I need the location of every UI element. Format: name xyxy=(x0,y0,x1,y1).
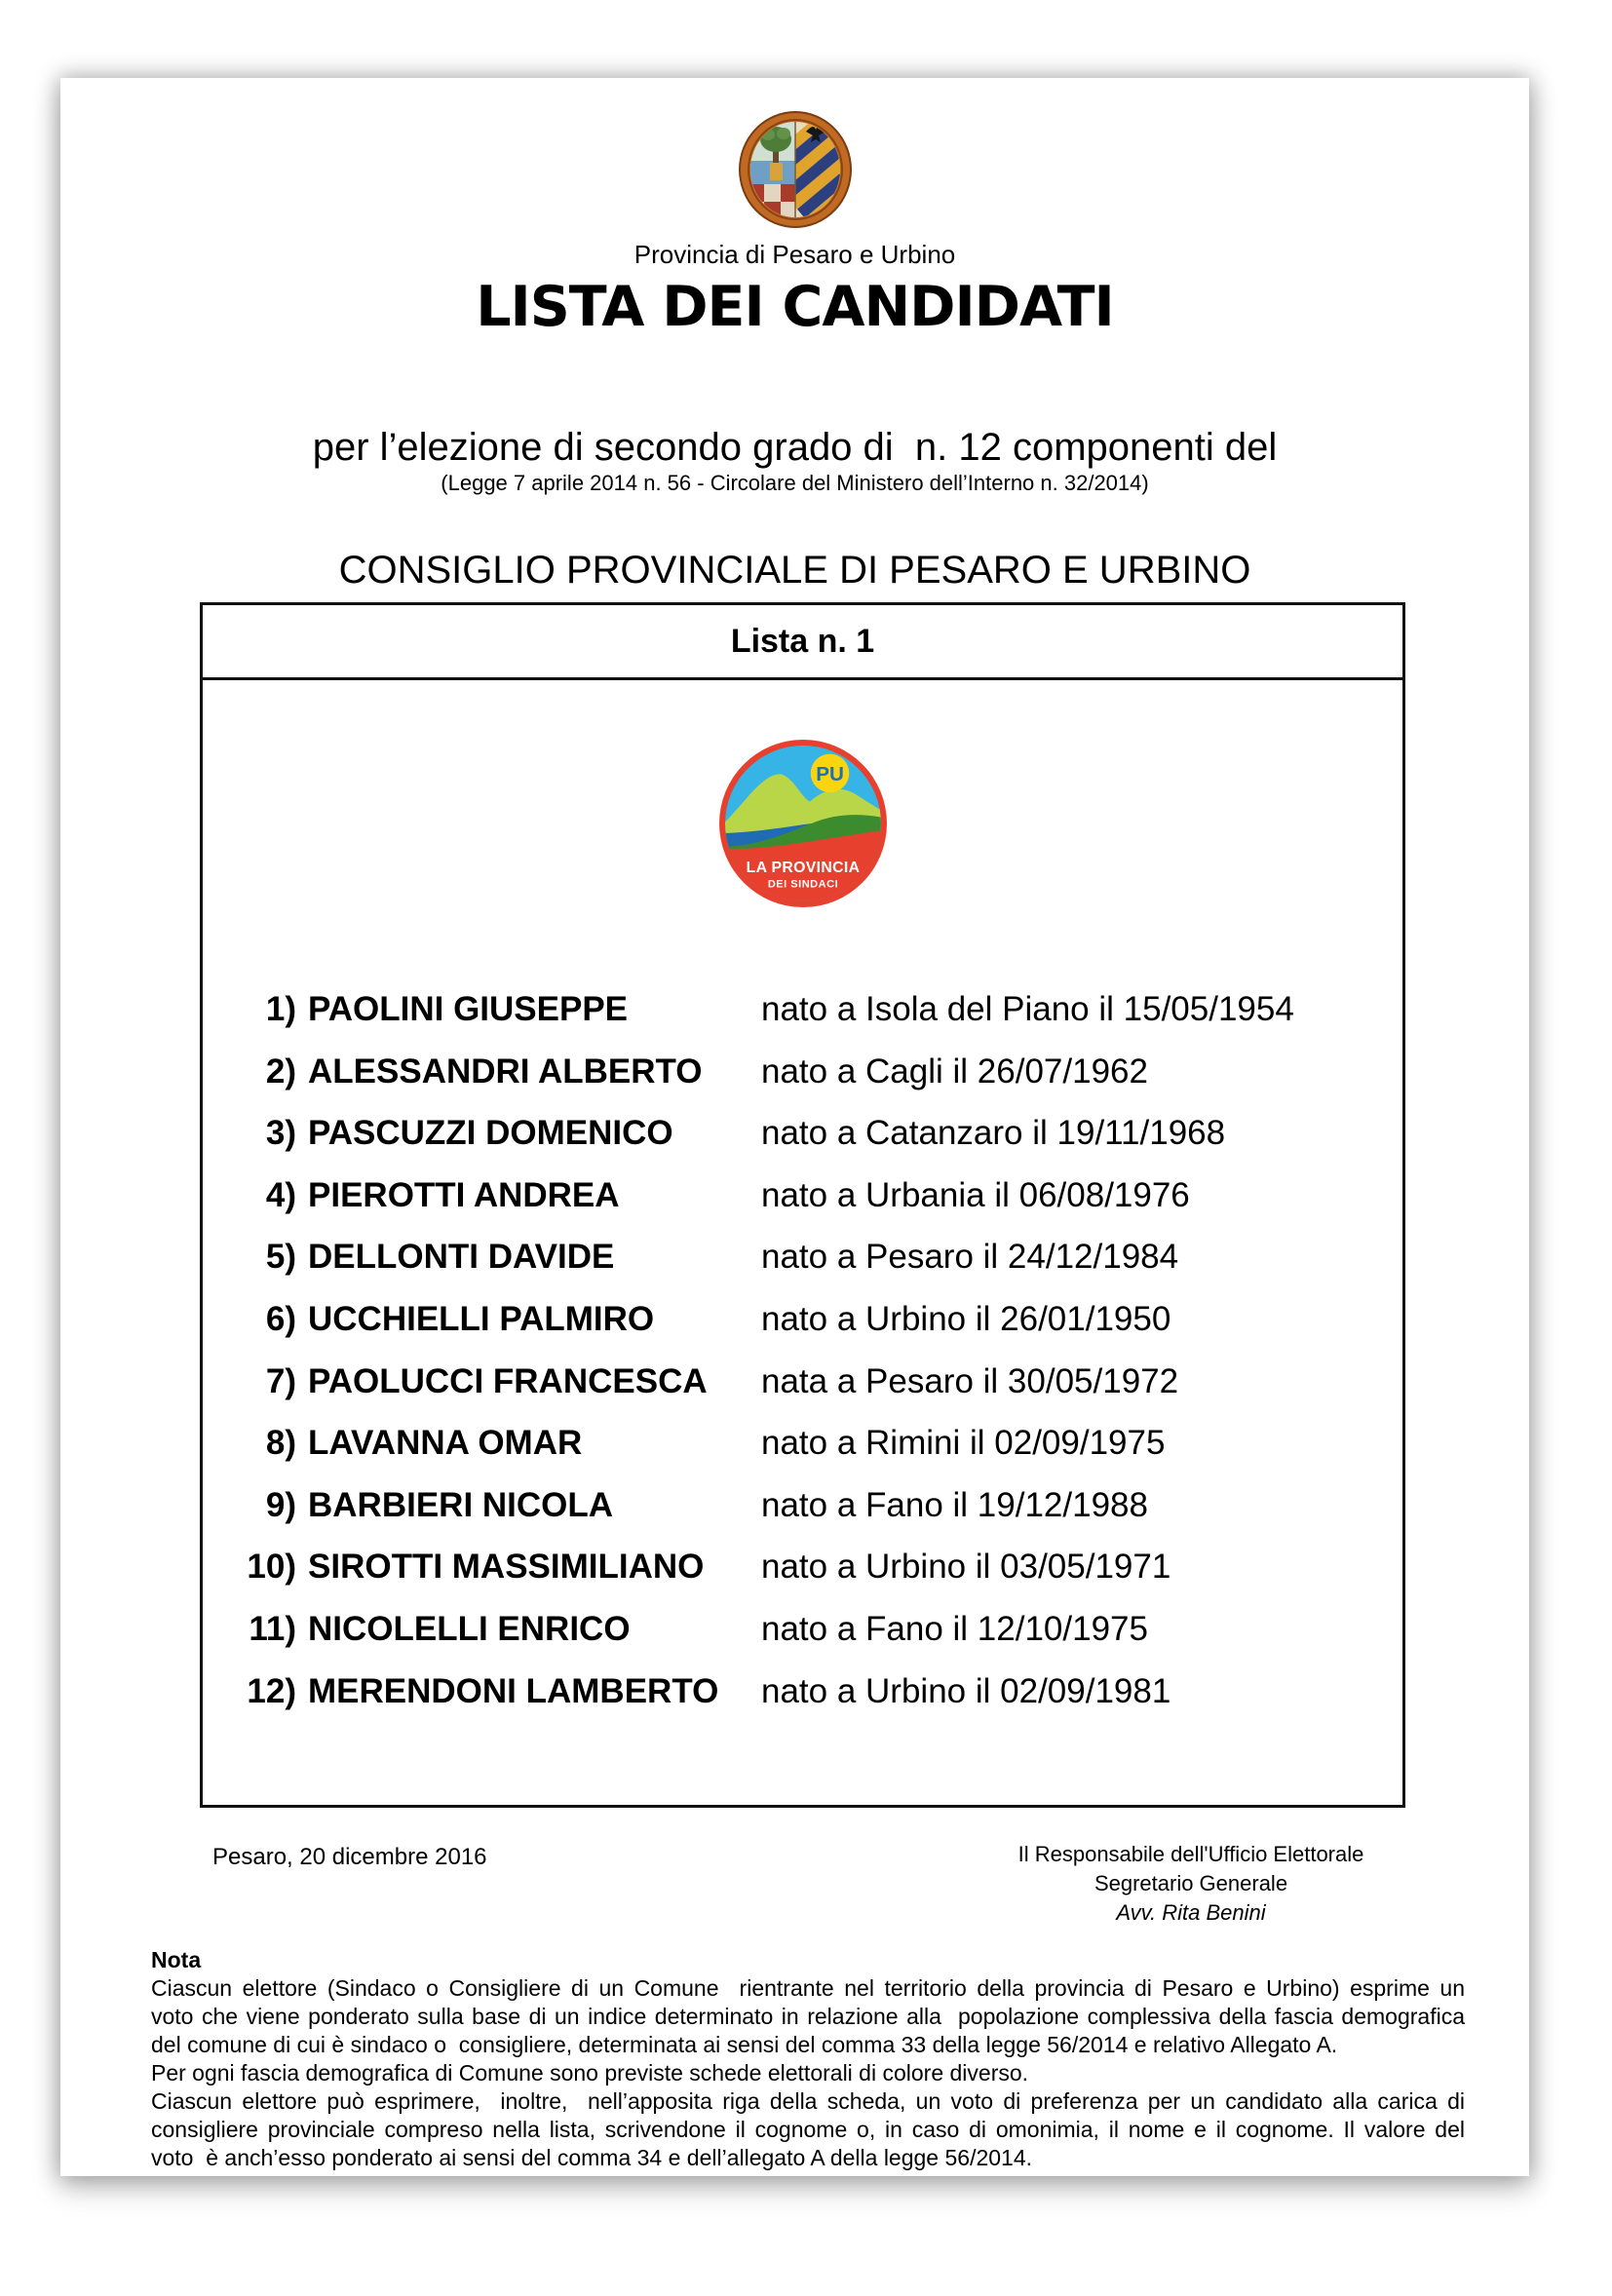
party-name-line2: DEI SINDACI xyxy=(767,878,838,891)
candidate-number: 7) xyxy=(265,1361,296,1400)
signature-role: Il Responsabile dell'Ufficio Elettorale xyxy=(1017,1842,1364,1866)
candidate-row xyxy=(203,1177,1402,1240)
place-date: Pesaro, 20 dicembre 2016 xyxy=(212,1844,487,1870)
subtitle-line-2: CONSIGLIO PROVINCIALE DI PESARO E URBINO xyxy=(338,549,1251,592)
nota-section xyxy=(151,1946,1465,2172)
page-title: LISTA DEI CANDIDATI xyxy=(476,275,1114,339)
law-reference: (Legge 7 aprile 2014 n. 56 - Circolare del Ministero dell’Interno n. 32/2014) xyxy=(441,471,1149,495)
candidate-name: DELLONTI DAVIDE xyxy=(308,1238,615,1277)
candidate-row xyxy=(203,1425,1402,1487)
candidate-name: PAOLUCCI FRANCESCA xyxy=(308,1361,708,1400)
nota-line: Ciascun elettore (Sindaco o Consigliere di un Comune rientrante nel territorio della provincia di Pesaro e Urbino) esprime un xyxy=(151,1975,1465,2001)
signature-name: Avv. Rita Benini xyxy=(1116,1900,1266,1925)
candidate-number: 10) xyxy=(247,1548,296,1587)
nota-line: consigliere provinciale compreso nella lista, scrivendone il cognome o, in caso di omonimia, il nome e il cognome. Il valore del xyxy=(151,2117,1465,2142)
nota-line: Per ogni fascia demografica di Comune sono previste schede elettorali di colore diverso. xyxy=(151,2060,1029,2086)
lista-box xyxy=(200,602,1405,1808)
authority-label: Provincia di Pesaro e Urbino xyxy=(633,240,956,269)
document-page xyxy=(60,78,1529,2176)
candidate-number: 8) xyxy=(265,1424,296,1463)
candidate-name: PASCUZZI DOMENICO xyxy=(308,1114,673,1153)
candidate-row xyxy=(203,1487,1402,1550)
candidate-name: LAVANNA OMAR xyxy=(308,1424,583,1463)
lista-header: Lista n. 1 xyxy=(203,605,1402,680)
candidate-row xyxy=(203,1549,1402,1611)
candidate-birth: nato a Urbino il 02/09/1981 xyxy=(761,1671,1171,1710)
nota-line: voto che viene ponderato sulla base di un indice determinato in relazione alla popolazione complessiva della fascia demografica xyxy=(151,2004,1465,2029)
candidate-row xyxy=(203,1053,1402,1116)
pu-badge-label: PU xyxy=(815,763,844,786)
candidate-number: 9) xyxy=(265,1485,296,1524)
candidate-number: 1) xyxy=(265,990,296,1028)
candidate-name: SIROTTI MASSIMILIANO xyxy=(308,1548,705,1587)
candidate-name: ALESSANDRI ALBERTO xyxy=(308,1052,703,1091)
candidate-birth: nato a Rimini il 02/09/1975 xyxy=(761,1424,1166,1463)
subtitle-line-1: per l’elezione di secondo grado di n. 12 componenti del xyxy=(312,426,1278,469)
candidate-name: PIEROTTI ANDREA xyxy=(308,1175,620,1214)
candidate-number: 4) xyxy=(265,1175,296,1214)
signature-title: Segretario Generale xyxy=(1094,1871,1288,1895)
candidate-name: UCCHIELLI PALMIRO xyxy=(308,1299,655,1338)
candidate-birth: nato a Pesaro il 24/12/1984 xyxy=(761,1238,1179,1277)
nota-line: voto è anch’esso ponderato ai sensi del comma 34 e dell’allegato A della legge 56/2014. xyxy=(151,2145,1033,2170)
candidate-number: 11) xyxy=(249,1609,296,1648)
nota-line: del comune di cui è sindaco o consigliere, determinata ai sensi del comma 33 della legge 56/2014 e relativo Allegato A. xyxy=(151,2032,1338,2057)
nota-line: Ciascun elettore può esprimere, inoltre, nell’apposita riga della scheda, un voto di preferenza per un candidato alla carica di xyxy=(151,2088,1465,2114)
party-name-line1: LA PROVINCIA xyxy=(746,859,860,876)
candidate-birth: nato a Catanzaro il 19/11/1968 xyxy=(761,1114,1226,1153)
candidate-row xyxy=(203,1611,1402,1673)
signature-block xyxy=(918,1840,1464,1928)
candidate-row xyxy=(203,1115,1402,1177)
candidate-birth: nato a Cagli il 26/07/1962 xyxy=(761,1052,1148,1091)
candidate-birth: nata a Pesaro il 30/05/1972 xyxy=(761,1361,1179,1400)
candidate-row xyxy=(203,1301,1402,1363)
candidate-birth: nato a Fano il 12/10/1975 xyxy=(761,1609,1148,1648)
candidate-row xyxy=(203,991,1402,1053)
candidate-name: MERENDONI LAMBERTO xyxy=(308,1671,719,1710)
candidate-list xyxy=(203,991,1402,1735)
candidate-row xyxy=(203,1673,1402,1736)
party-logo-icon xyxy=(719,740,887,912)
candidate-number: 3) xyxy=(265,1114,296,1153)
candidate-birth: nato a Urbania il 06/08/1976 xyxy=(761,1175,1190,1214)
candidate-birth: nato a Urbino il 03/05/1971 xyxy=(761,1548,1171,1587)
candidate-name: PAOLINI GIUSEPPE xyxy=(308,990,629,1028)
candidate-number: 2) xyxy=(265,1052,296,1091)
candidate-name: NICOLELLI ENRICO xyxy=(308,1609,631,1648)
candidate-name: BARBIERI NICOLA xyxy=(308,1485,614,1524)
candidate-row xyxy=(203,1363,1402,1426)
nota-heading: Nota xyxy=(151,1947,202,1972)
candidate-number: 6) xyxy=(265,1299,296,1338)
candidate-number: 12) xyxy=(247,1671,296,1710)
candidate-birth: nato a Fano il 19/12/1988 xyxy=(761,1485,1148,1524)
candidate-birth: nato a Isola del Piano il 15/05/1954 xyxy=(761,990,1294,1028)
candidate-birth: nato a Urbino il 26/01/1950 xyxy=(761,1299,1171,1338)
nota-lines xyxy=(151,1974,1465,2172)
coat-of-arms-icon xyxy=(738,110,853,234)
candidate-number: 5) xyxy=(265,1238,296,1277)
candidate-row xyxy=(203,1239,1402,1301)
